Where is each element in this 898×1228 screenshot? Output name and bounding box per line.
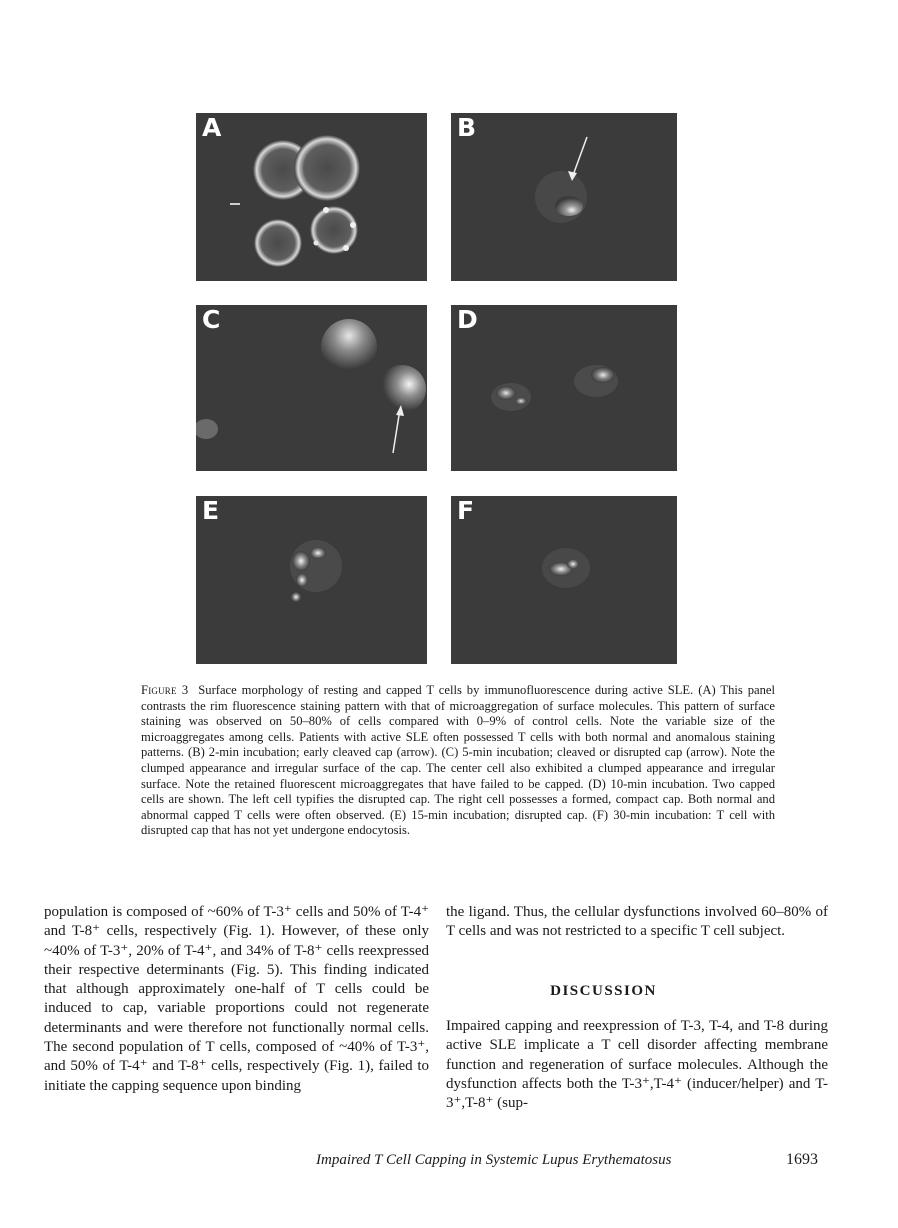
caption-text: Surface morphology of resting and capped T cells by immunofluorescence during active SLE. (A) This panel contrasts the rim fluorescence staining pattern with that of microaggregation of surface molecules. This pattern of surface staining was observed on 50–80% of cells compared with 0–9% of control cells. Note the variable size of the microaggregates among cells. Patients with active SLE often possessed T cells with both normal and anomalous staining patterns. (B) 2-min incubation; early cleaved cap (arrow). (C) 5-min incubation; cleaved or disrupted cap (arrow). Note the clumped appearance and irregular surface of the cap. The center cell also exhibited a clumped appearance and irregular surface. Note the retained fluorescent microaggregates that have failed to be capped. (D) 10-min incubation. Two capped cells are shown. The left cell typifies the disrupted cap. The right cell possesses a formed, compact cap. Both normal and abnormal capped T cells were often observed. (E) 15-min incubation; disrupted cap. (F) 30-min incubation: T cell with disrupted cap that has not yet undergone endocytosis.	[141, 683, 776, 838]
figure-panel-d	[451, 305, 677, 471]
panel-label-f: F	[457, 496, 475, 525]
micrograph-e	[196, 496, 427, 664]
figure-panel-f	[451, 496, 677, 664]
figure-panel-a	[196, 113, 427, 281]
panel-label-e: E	[202, 496, 220, 525]
micrograph-b	[451, 113, 677, 281]
body-right-column-bottom: Impaired capping and reexpression of T-3, T-4, and T-8 during active SLE implicate a T cell disorder affecting membrane function and regeneration of surface molecules. Although the dysfunction affects both the T-3⁺,T-4⁺ (inducer/helper) and T-3⁺,T-8⁺ (sup-	[446, 1018, 828, 1112]
figure-panel-b	[451, 113, 677, 281]
body-left-column: population is composed of ~60% of T-3⁺ cells and 50% of T-4⁺ and T-8⁺ cells, respectively (Fig. 1). However, of these only ~40% of T-3⁺, 20% of T-4⁺, and 34% of T-8⁺ cells reexpressed their respective determinants (Fig. 5). This finding indicated that although approximately one-half of T cells could be induced to cap, variable proportions could not regenerate determinants and were therefore not functionally normal cells. The second population of T cells, composed of ~40% of T-3⁺, and 50% of T-4⁺ and T-8⁺ cells, respectively (Fig. 1), failed to initiate the capping sequence upon binding	[44, 904, 429, 1094]
micrograph-a	[196, 113, 427, 281]
figure-panel-e	[196, 496, 427, 664]
page-number: 1693	[786, 1151, 818, 1168]
panel-label-a: A	[202, 113, 222, 142]
section-heading-discussion: DISCUSSION	[550, 983, 657, 999]
body-right-column-top: the ligand. Thus, the cellular dysfunctions involved 60–80% of T cells and was not restricted to a specific T cell subject.	[446, 904, 828, 940]
micrograph-d	[451, 305, 677, 471]
panel-label-b: B	[457, 113, 477, 142]
figure-caption	[141, 683, 775, 839]
micrograph-c	[196, 305, 427, 471]
micrograph-f	[451, 496, 677, 664]
figure-panel-c	[196, 305, 427, 471]
caption-label: Figure 3	[141, 683, 189, 697]
panel-label-d: D	[457, 305, 478, 334]
running-title: Impaired T Cell Capping in Systemic Lupus Erythematosus	[316, 1152, 672, 1168]
panel-label-c: C	[202, 305, 221, 334]
